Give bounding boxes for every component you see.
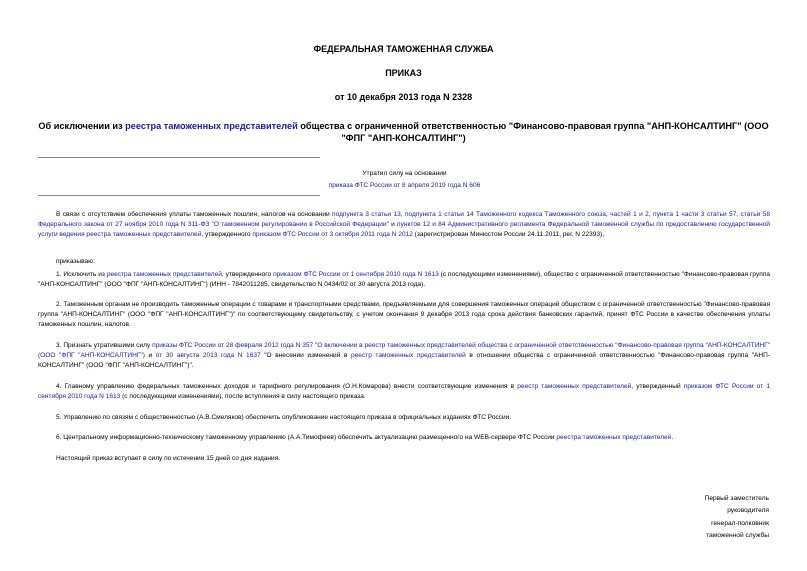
text: и (388, 221, 398, 229)
signature-line: генерал-полковник (711, 519, 769, 527)
link-order-1613[interactable]: приказом ФТС России от 1 сентября 2010 года N 1613 (273, 271, 439, 278)
order-word: приказываю: (56, 258, 95, 265)
text: 6. Центральному информационно-техническому таможенному управлению (А.А.Тимофеев) обеспечить актуализацию размещенного на WEB-сервере ФТС России (56, 434, 557, 441)
link-customs-code[interactable]: подпункта 1 статьи 14 Таможенного кодекса Таможенного союза (404, 211, 606, 218)
item-2: 2. Таможенным органам не производить таможенные операции с товарами и транспортными средствами, предъявляемыми для совершения таможенных операций обществом с ограниченной ответственностью "Финансово-правовая группа "АНП-КОНСАЛТИНГ" (ООО "ФПГ "АНП-КОНСАЛТИНГ")" по соответствующему свидетельству, с учетом окончания 9 декабря 2013 года срока действия банковских гарантий, принят ФТС России в качестве обеспечения уплаты таможенных пошлин, налогов. (38, 301, 770, 329)
item-5: 5. Управлению по связям с общественностью (А.В.Смеляков) обеспечить опубликование настоящего приказа в официальных изданиях ФТС России. (56, 414, 512, 421)
text: и (144, 352, 156, 360)
status-note-link[interactable]: приказа ФТС России от 8 апреля 2019 года N 606 (328, 182, 481, 189)
signature-line: Первый заместитель (704, 495, 769, 502)
document-date-number: от 10 декабря 2013 года N 2328 (334, 92, 473, 102)
text: , утвержденного (201, 231, 253, 239)
text: , утвержденный (631, 383, 684, 390)
text: В связи с отсутствием обеспечения уплаты таможенных пошлин, налогов на основании (56, 211, 333, 218)
title-text-rest: общества с ограниченной ответственностью "Финансово-правовая группа "АНП-КОНСАЛТИНГ" (ООО "ФПГ "АНП-КОНСАЛТИНГ") (297, 121, 769, 143)
text: 3. Признать утратившими силу (56, 342, 153, 349)
agency-name: ФЕДЕРАЛЬНАЯ ТАМОЖЕННАЯ СЛУЖБА (313, 44, 494, 54)
link-order-357[interactable]: приказы ФТС России от 28 февраля 2012 года N 357 "О включении в реестр таможенных представителей общества с ограниченной ответственностью "Финансово-правовая группа "АНП-КОНСАЛТИНГ" (ООО "ФПГ "АНП-КОНСАЛТИНГ") (38, 342, 770, 360)
final-paragraph: Настоящий приказ вступает в силу по истечении 15 дней со дня издания. (56, 455, 281, 462)
link-subparagraph-3-article-13[interactable]: подпункта 3 статьи 13 (332, 211, 401, 218)
link-registry[interactable]: реестр таможенных представителей (517, 383, 632, 390)
link-order-1637[interactable]: от 30 августа 2013 года N 1637 (155, 352, 261, 360)
signature-line: руководителя (727, 507, 769, 515)
item-1 (38, 270, 770, 290)
text: 1. Исключить из (56, 271, 107, 278)
title-link-registry[interactable]: реестра таможенных представителей (125, 121, 298, 131)
signature-line: таможенной службы (706, 532, 769, 540)
title-text: Об исключении из (38, 121, 126, 131)
text: , (605, 211, 611, 218)
link-parts-1-2[interactable]: частей 1 и 2 (610, 211, 649, 218)
status-note-text: Утратил силу на основании (362, 170, 447, 177)
link-federal-law-311[interactable]: статьи 58 Федерального закона от 27 ноября 2010 года N 311-ФЗ "О таможенном регулировании в Российской Федерации" (38, 211, 770, 229)
link-admin-regulation[interactable]: пунктов 12 и 84 Административного регламента Федеральной таможенной службы по предоставлению государственной услуги ведения реестра таможенных представителей (38, 221, 771, 239)
link-order-2012[interactable]: приказом ФТС России от 3 октября 2011 года N 2012 (252, 231, 413, 239)
link-registry[interactable]: реестр таможенных представителей (351, 352, 466, 360)
link-registry[interactable]: реестра таможенных представителей (106, 271, 222, 278)
text: , утвержденного (221, 271, 274, 278)
status-note (250, 168, 559, 192)
item-3 (38, 341, 770, 372)
text: , (648, 211, 654, 218)
link-article-57[interactable]: пункта 1 части 3 статьи 57 (653, 211, 737, 218)
item-6 (38, 433, 770, 443)
link-registry[interactable]: реестра таможенных представителей (556, 434, 672, 441)
text: (с последующими изменениями), после вступления в силу настоящего приказа. (120, 393, 366, 401)
text: , (736, 211, 741, 218)
text: (с последующими изменениями), общество с ограниченной ответственностью "Финансово-правовая группа "АНП-КОНСАЛТИНГ" (ООО "ФПГ "АНП-КОНСАЛТИНГ") (ИНН - 7842011285, свидетельство N 0434/02 от 30 августа 2013 года). (38, 271, 770, 289)
document-title (36, 120, 771, 144)
divider-bottom (38, 195, 320, 196)
text: в отношении общества с ограниченной ответственностью "Финансово-правовая группа "АНП-КОНСАЛТИНГ" (ООО "ФПГ "АНП-КОНСАЛТИНГ")". (38, 352, 771, 370)
text: , (400, 211, 405, 218)
text: "О внесении изменений в (260, 352, 351, 360)
document-type: ПРИКАЗ (385, 68, 422, 78)
item-4 (38, 382, 770, 402)
preamble-paragraph (38, 210, 770, 241)
divider-top (38, 157, 320, 158)
text: (зарегистрирован Минюстом России 24.11.2011, рег. N 22393), (412, 231, 605, 239)
text: . (671, 434, 674, 441)
text: 4. Главному управлению федеральных таможенных доходов и тарифного регулирования (О.Н.Комарова) внести соответствующие изменения в (56, 383, 518, 390)
link-order-1613[interactable]: приказом ФТС России от 1 сентября 2010 года N 1613 (38, 383, 770, 401)
signature-block (609, 493, 769, 543)
